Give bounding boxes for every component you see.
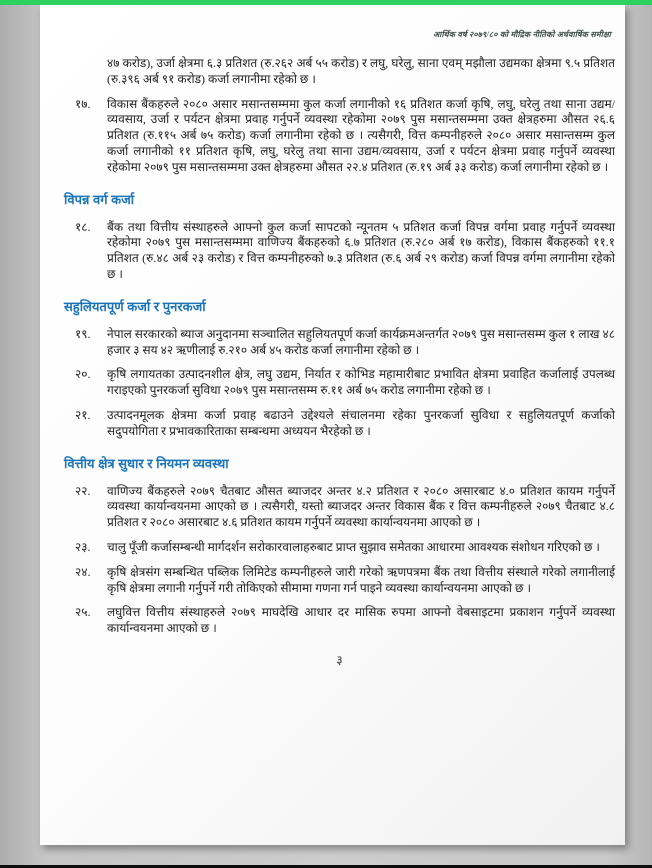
paragraph-text: चालु पूँजी कर्जासम्बन्धी मार्गदर्शन सरोकारवालाहरुबाट प्राप्त सुझाव समेतका आधारमा आवश्यक संशोधन गरिएको छ । <box>107 539 600 554</box>
numbered-paragraph <box>75 540 615 556</box>
paragraph-text: उत्पादनमूलक क्षेत्रमा कर्जा प्रवाह बढाउने उद्देश्यले संचालनमा रहेका पुनरकर्जा सुविधा र सहुलियतपूर्ण कर्जाको सदुपयोगिता र प्रभावकारिताका सम्बन्धमा अध्ययन भैरहेको छ । <box>107 407 615 438</box>
paragraph-number: २४. <box>75 564 91 579</box>
paragraph-number: १७. <box>75 96 91 111</box>
paragraph-continuation: ४७ करोड), उर्जा क्षेत्रमा ६.३ प्रतिशत (रु.२६२ अर्ब ५५ करोड) र लघु, घरेलु, साना एवम् मझौला उद्यमका क्षेत्रमा ९.५ प्रतिशत (रु.३९६ अर्ब ९१ करोड) कर्जा लगानीमा रहेको छ । <box>107 56 615 86</box>
paragraph-number: २२. <box>75 483 91 498</box>
paragraph-number: १८. <box>75 219 91 234</box>
paragraph-text: वाणिज्य बैंकहरुले २०७९ चैतबाट औसत ब्याजदर अन्तर ४.२ प्रतिशत र २०८० असारबाट ४.० प्रतिशत कायम गर्नुपर्ने व्यवस्था कार्यान्वयनमा आएको छ । त्यसैगरी, यस्तो ब्याजदर अन्तर विकास बैंक र वित्त कम्पनीहरुले २०७९ चैतबाट ४.८ प्रतिशत र २०८० असारबाट ४.६ प्रतिशत कायम गर्नुपर्ने व्यवस्था कार्यान्वयनमा आएको छ । <box>107 483 615 530</box>
numbered-paragraph <box>75 220 615 283</box>
section-heading: वित्तीय क्षेत्र सुधार र नियमन व्यवस्था <box>64 455 229 471</box>
paragraph-number: २०. <box>75 367 91 382</box>
section-heading: विपन्न वर्ग कर्जा <box>64 191 135 207</box>
paragraph-text: विकास बैंकहरुले २०८० असार मसान्तसम्ममा कुल कर्जा लगानीको १६ प्रतिशत कर्जा कृषि, लघु, घरेलु तथा साना उद्यम/व्यवसाय, उर्जा र पर्यटन क्षेत्रमा प्रवाह गर्नुपर्ने व्यवस्था रहेकोमा २०७९ पुस मसान्तसम्ममा उक्त क्षेत्रहरुमा औसत २६.६ प्रतिशत (रु.११५ अर्ब ७५ करोड) कर्जा लगानीमा रहेको छ । त्यसैगरी, वित्त कम्पनीहरुले २०८० असार मसान्तसम्म कुल कर्जा लगानीको ११ प्रतिशत कृषि, लघु, घरेलु तथा साना उद्यम/व्यवसाय, उर्जा र पर्यटन क्षेत्रमा प्रवाह गर्नुपर्ने व्यवस्था रहेकोमा २०७९ पुस मसान्तसम्ममा उक्त क्षेत्रहरुमा औसत २२.४ प्रतिशत (रु.१९ अर्ब ३३ करोड) कर्जा लगानीमा रहेको छ । <box>107 96 615 174</box>
paragraph-number: १९. <box>75 326 91 341</box>
numbered-paragraph <box>75 565 615 597</box>
browser-top-accent-bar <box>0 0 652 5</box>
numbered-paragraph <box>75 97 615 176</box>
numbered-paragraph <box>75 605 615 637</box>
paragraph-number: २५. <box>75 605 91 620</box>
numbered-paragraph <box>75 408 615 440</box>
running-header: आर्थिक वर्ष २०७९/८० को मौद्रिक नीतिको अर्धवार्षिक समीक्षा <box>433 30 611 39</box>
paragraph-text: बैंक तथा वित्तीय संस्थाहरुले आफ्नो कुल कर्जा सापटको न्यूनतम ५ प्रतिशत कर्जा विपन्न वर्गमा प्रवाह गर्नुपर्ने व्यवस्था रहेकोमा २०७९ पुस मसान्तसम्ममा वाणिज्य बैंकहरुको ६.७ प्रतिशत (रु.२८० अर्ब १७ करोड), विकास बैंकहरुको ११.१ प्रतिशत (रु.४८ अर्ब २३ करोड) र वित्त कम्पनीहरुको ७.३ प्रतिशत (रु.६ अर्ब २९ करोड) कर्जा विपन्न वर्गमा लगानीमा रहेको छ । <box>107 219 615 281</box>
document-body <box>64 56 615 637</box>
section-heading: सहुलियतपूर्ण कर्जा र पुनरकर्जा <box>64 298 206 314</box>
document-page <box>40 5 625 845</box>
paragraph-text: नेपाल सरकारको ब्याज अनुदानमा सञ्चालित सहुलियतपूर्ण कर्जा कार्यक्रमअन्तर्गत २०७९ पुस मसान्तसम्म कुल १ लाख ४८ हजार ३ सय ४२ ऋणीलाई रु.२१० अर्ब ४५ करोड कर्जा लगानीमा रहेको छ । <box>107 326 615 357</box>
paragraph-text: लघुवित्त वित्तीय संस्थाहरुले २०७९ माघदेखि आधार दर मासिक रुपमा आफ्नो वेबसाइटमा प्रकाशन गर्नुपर्ने व्यवस्था कार्यान्वयनमा आएको छ । <box>107 605 615 636</box>
numbered-paragraph <box>75 484 615 531</box>
paragraph-text: कृषि लगायतका उत्पादनशील क्षेत्र, लघु उद्यम, निर्यात र कोभिड महामारीबाट प्रभावित क्षेत्रमा प्रवाहित कर्जालाई उपलब्ध गराइएको पुनरकर्जा सुविधा २०७९ पुस मसान्तसम्म रु.११ अर्ब ७५ करोड लगानीमा रहेको छ । <box>107 367 615 398</box>
numbered-paragraph <box>75 367 615 399</box>
paragraph-number: २३. <box>75 539 91 554</box>
paragraph-text: कृषि क्षेत्रसंग सम्बन्धित पब्लिक लिमिटेड कम्पनीहरुले जारी गरेको ऋणपत्रमा बैंक तथा वित्तीय संस्थाले गरेको लगानीलाई कृषि क्षेत्रमा लगानी गर्नुपर्ने गरी तोकिएको सीमामा गणना गर्न पाइने व्यवस्था कार्यान्वयनमा आएको छ । <box>107 564 615 595</box>
paragraph-number: २१. <box>75 407 91 422</box>
numbered-paragraph <box>75 327 615 359</box>
page-number: ३ <box>336 652 343 667</box>
